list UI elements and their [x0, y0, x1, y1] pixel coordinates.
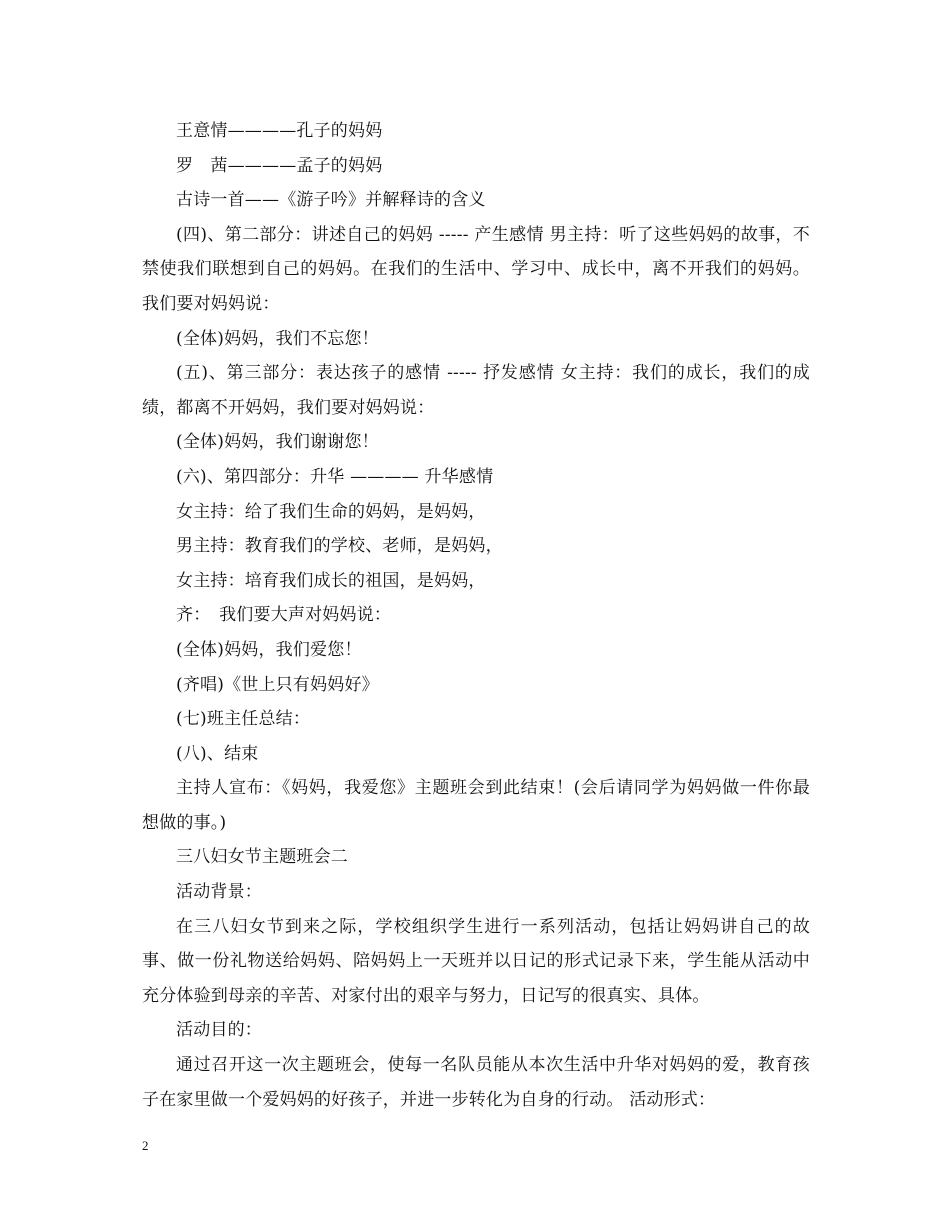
paragraph: (七)班主任总结：: [176, 709, 311, 730]
paragraph: (八)、结束: [176, 743, 259, 764]
paragraph: 齐： 我们要大声对妈妈说：: [176, 605, 392, 626]
paragraph: 王意情————孔子的妈妈: [176, 121, 383, 141]
paragraph: 在三八妇女节到来之际，学校组织学生进行一系列活动，包括让妈妈讲自己的故事、做一份礼物送给妈妈、陪妈妈上一天班并以日记的形式记录下来，学生能从活动中充分体验到母亲的辛苦、对家付出的艰辛与努力，日记写的很真实、具体。: [142, 916, 810, 1006]
paragraph: 罗 茜————孟子的妈妈: [176, 155, 383, 176]
paragraph: (全体)妈妈，我们爱您！: [176, 639, 362, 660]
paragraph: 活动目的：: [176, 1020, 262, 1041]
paragraph: (全体)妈妈，我们不忘您！: [176, 328, 379, 349]
paragraph: 主持人宣布：《妈妈，我爱您》主题班会到此结束！(会后请同学为妈妈做一件你最想做的事。): [142, 778, 810, 833]
paragraph: 男主持：教育我们的学校、老师，是妈妈，: [176, 536, 503, 557]
paragraph: (四)、第二部分：讲述自己的妈妈 ----- 产生感情 男主持：听了这些妈妈的故事，不禁使我们联想到自己的妈妈。在我们的生活中、学习中、成长中，离不开我们的妈妈。我们要对妈妈说：: [142, 224, 810, 314]
paragraph: 女主持：培育我们成长的祖国，是妈妈，: [176, 570, 486, 591]
paragraph: 活动背景：: [176, 882, 262, 903]
paragraph: (齐唱)《世上只有妈妈好》: [176, 674, 379, 695]
paragraph: (全体)妈妈，我们谢谢您！: [176, 432, 379, 453]
paragraph: (五)、第三部分：表达孩子的感情 ----- 抒发感情 女主持：我们的成长，我们的成绩，都离不开妈妈，我们要对妈妈说：: [142, 363, 810, 418]
paragraph: 通过召开这一次主题班会，使每一名队员能从本次生活中升华对妈妈的爱，教育孩子在家里做一个爱妈妈的好孩子，并进一步转化为自身的行动。 活动形式：: [142, 1055, 810, 1110]
paragraph: 女主持：给了我们生命的妈妈，是妈妈，: [176, 501, 486, 522]
document-body: [142, 114, 810, 1117]
paragraph: (六)、第四部分：升华 ———— 升华感情: [176, 466, 494, 487]
section-heading: 三八妇女节主题班会二: [176, 847, 348, 868]
paragraph: 古诗一首——《游子吟》并解释诗的含义: [176, 190, 486, 211]
page-number: 2: [142, 1138, 149, 1153]
